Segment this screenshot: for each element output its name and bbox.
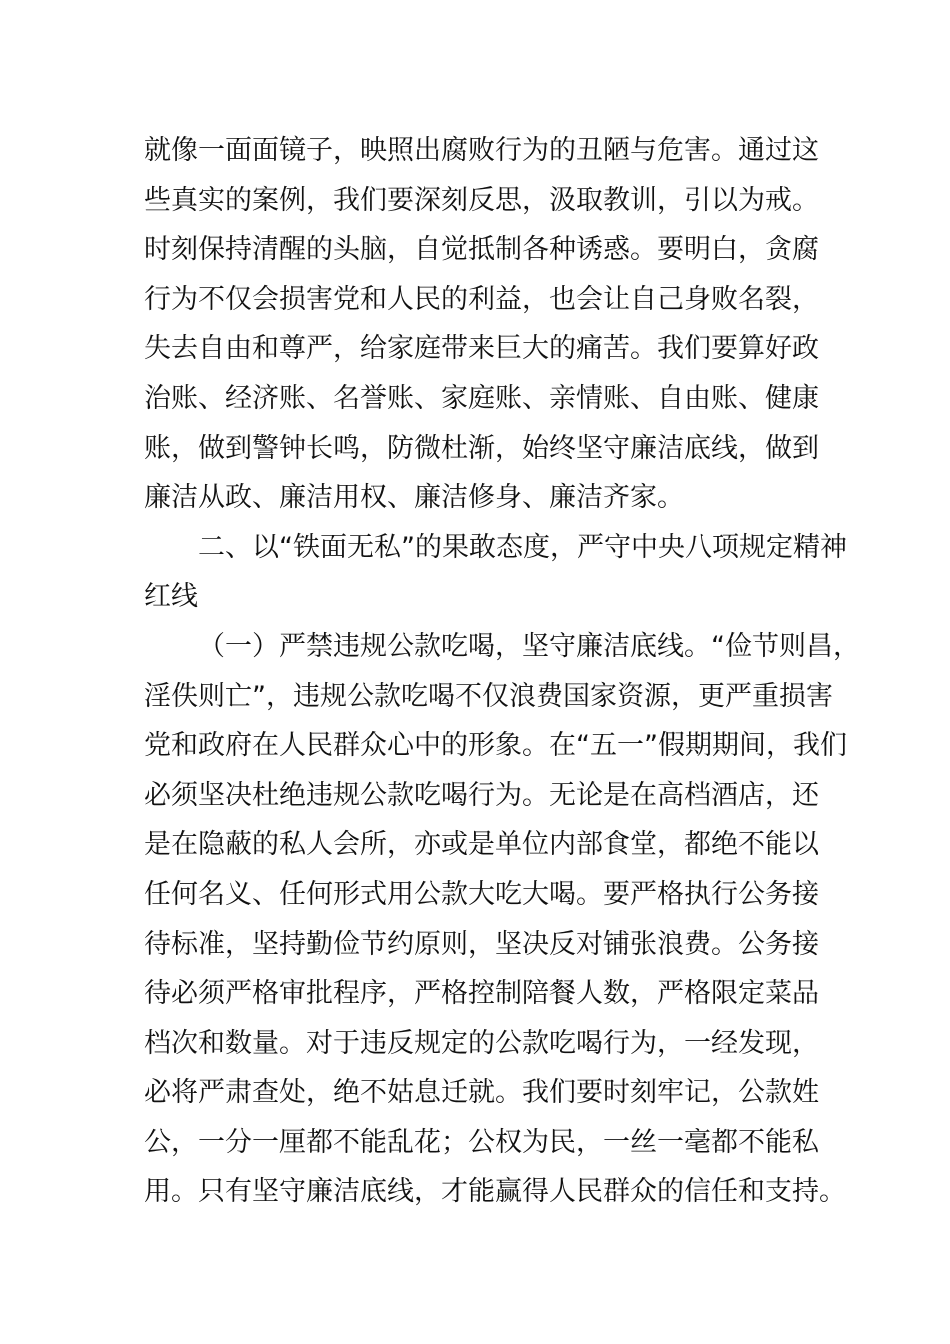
paragraph-line: 账，做到警钟长鸣，防微杜渐，始终坚守廉洁底线，做到 bbox=[144, 432, 819, 464]
paragraph-line: 必将严肃查处，绝不姑息迁就。我们要时刻牢记，公款姓 bbox=[144, 1077, 819, 1109]
paragraph-line: 待标准，坚持勤俭节约原则，坚决反对铺张浪费。公务接 bbox=[144, 928, 819, 960]
paragraph-line: 用。只有坚守廉洁底线，才能赢得人民群众的信任和支持。 bbox=[144, 1176, 846, 1208]
subsection-heading: （一）严禁违规公款吃喝，坚守廉洁底线。“俭节则昌， bbox=[198, 630, 860, 662]
paragraph-line: 党和政府在人民群众心中的形象。在“五一”假期期间，我们 bbox=[144, 730, 847, 762]
paragraph-line: 档次和数量。对于违反规定的公款吃喝行为，一经发现， bbox=[144, 1027, 819, 1059]
paragraph-line: 淫佚则亡”，违规公款吃喝不仅浪费国家资源，更严重损害 bbox=[144, 680, 833, 712]
paragraph-line: 任何名义、任何形式用公款大吃大喝。要严格执行公务接 bbox=[144, 878, 819, 910]
paragraph-line: 待必须严格审批程序，严格控制陪餐人数，严格限定菜品 bbox=[144, 978, 819, 1010]
paragraph-line: 失去自由和尊严，给家庭带来巨大的痛苦。我们要算好政 bbox=[144, 333, 819, 365]
paragraph-line: 就像一面面镜子，映照出腐败行为的丑陋与危害。通过这 bbox=[144, 135, 819, 166]
document-body bbox=[144, 126, 860, 1217]
paragraph-line: 公，一分一厘都不能乱花；公权为民，一丝一毫都不能私 bbox=[144, 1126, 819, 1158]
paragraph-line: 必须坚决杜绝违规公款吃喝行为。无论是在高档酒店，还 bbox=[144, 779, 819, 811]
paragraph-line: 廉洁从政、廉洁用权、廉洁修身、廉洁齐家。 bbox=[144, 482, 684, 514]
paragraph-line: 时刻保持清醒的头脑，自觉抵制各种诱惑。要明白，贪腐 bbox=[144, 234, 819, 266]
section-heading-continued: 红线 bbox=[144, 581, 198, 613]
paragraph-line: 些真实的案例，我们要深刻反思，汲取教训，引以为戒。 bbox=[144, 184, 819, 216]
paragraph-line: 行为不仅会损害党和人民的利益，也会让自己身败名裂， bbox=[144, 283, 819, 315]
section-heading: 二、以“铁面无私”的果敢态度，严守中央八项规定精神 bbox=[198, 531, 847, 563]
paragraph-line: 治账、经济账、名誉账、家庭账、亲情账、自由账、健康 bbox=[144, 382, 819, 414]
paragraph-line: 是在隐蔽的私人会所，亦或是单位内部食堂，都绝不能以 bbox=[144, 829, 819, 861]
